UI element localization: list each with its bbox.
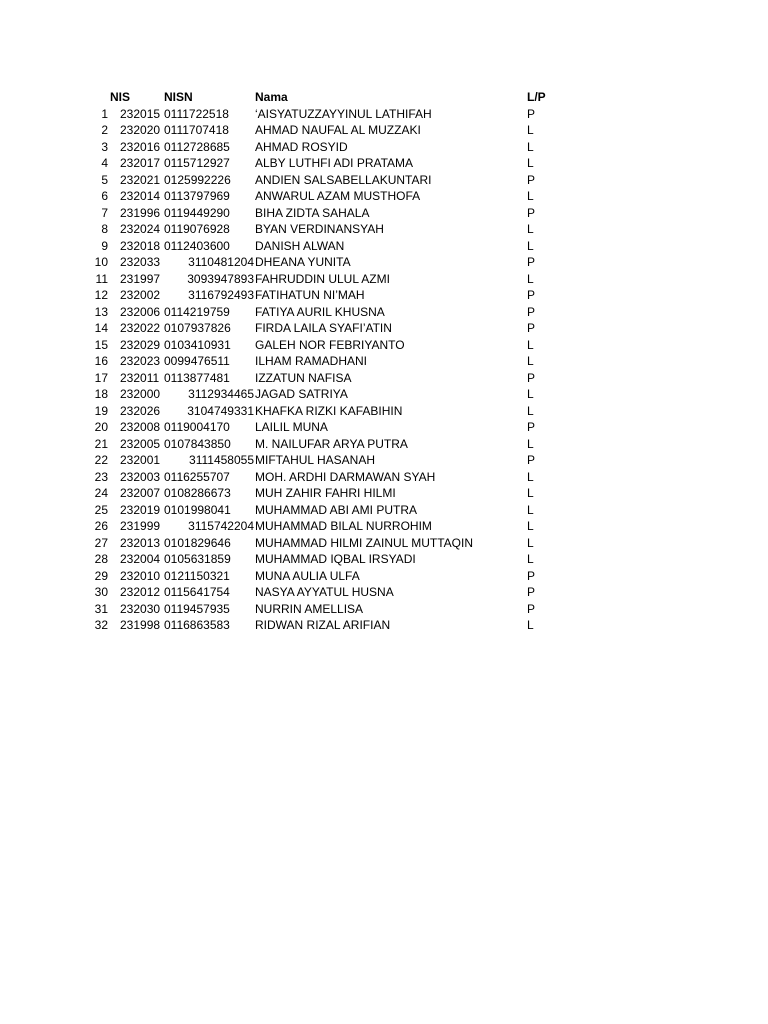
row-lp: P <box>527 321 536 335</box>
table-row <box>0 155 768 172</box>
row-nama: RIDWAN RIZAL ARIFIAN <box>255 618 391 632</box>
row-nisn: 0112728685 <box>164 139 230 154</box>
header-lp: L/P <box>527 90 546 104</box>
row-nama: ANDIEN SALSABELLAKUNTARI <box>255 172 432 187</box>
table-row <box>0 188 768 205</box>
row-nisn: 0105631859 <box>164 552 231 566</box>
row-number: 8 <box>101 222 108 236</box>
row-lp: L <box>527 519 534 533</box>
row-number: 12 <box>94 288 108 302</box>
row-nis: 232003 <box>120 469 161 484</box>
row-lp: L <box>527 271 534 286</box>
row-nisn: 0101998041 <box>164 502 231 517</box>
row-nis: 231997 <box>120 271 161 286</box>
row-lp: L <box>527 618 534 632</box>
row-nis: 232033 <box>120 255 161 269</box>
row-nama: MOH. ARDHI DARMAWAN SYAH <box>255 469 436 484</box>
row-nisn: 0113877481 <box>164 370 230 385</box>
row-number: 31 <box>94 601 108 616</box>
row-nama: AHMAD ROSYID <box>255 139 348 154</box>
row-lp: P <box>527 255 536 269</box>
table-row <box>0 287 768 304</box>
row-nama: BIHA ZIDTA SAHALA <box>255 205 370 220</box>
row-nis: 232019 <box>120 502 161 517</box>
table-row <box>0 617 768 634</box>
row-nisn: 0099476511 <box>164 354 230 368</box>
table-row <box>0 304 768 321</box>
row-nama: DANISH ALWAN <box>255 238 345 253</box>
row-number: 26 <box>94 519 108 533</box>
row-nama: ILHAM RAMADHANI <box>255 354 368 368</box>
row-number: 15 <box>94 337 108 352</box>
row-lp: L <box>527 139 534 154</box>
header-nisn: NISN <box>164 90 193 104</box>
row-nama: GALEH NOR FEBRIYANTO <box>255 337 405 352</box>
row-nama: ANWARUL AZAM MUSTHOFA <box>255 189 421 203</box>
row-lp: P <box>527 370 536 385</box>
row-lp: P <box>527 420 536 434</box>
row-lp: L <box>527 535 534 550</box>
row-number: 20 <box>94 420 108 434</box>
row-nisn: 0121150321 <box>164 568 230 583</box>
row-nisn: 0112403600 <box>164 238 230 253</box>
row-nama: NASYA AYYATUL HUSNA <box>255 585 394 599</box>
row-nisn: 3093947893 <box>187 271 254 286</box>
row-nisn: 0115641754 <box>164 585 230 599</box>
row-nama: FIRDA LAILA SYAFI’ATIN <box>255 321 392 335</box>
row-number: 18 <box>94 387 108 401</box>
row-lp: L <box>527 436 534 451</box>
table-row <box>0 122 768 139</box>
row-nis: 232020 <box>120 123 161 137</box>
header-nis: NIS <box>110 90 131 104</box>
table-row <box>0 139 768 156</box>
row-nisn: 0111707418 <box>164 123 229 137</box>
table-row <box>0 502 768 519</box>
row-nis: 232024 <box>120 222 161 236</box>
row-nisn: 3110481204 <box>188 255 254 269</box>
table-row <box>0 403 768 420</box>
row-nis: 232018 <box>120 238 161 253</box>
row-number: 25 <box>94 502 108 517</box>
row-nisn: 3112934465 <box>188 387 254 401</box>
row-nama: MUHAMMAD IQBAL IRSYADI <box>255 552 416 566</box>
row-number: 11 <box>95 271 108 286</box>
row-nis: 232030 <box>120 601 161 616</box>
row-nis: 231998 <box>120 618 161 632</box>
row-nis: 232022 <box>120 321 161 335</box>
row-nis: 232005 <box>120 436 161 451</box>
row-number: 22 <box>94 453 108 467</box>
row-nisn: 0101829646 <box>164 535 231 550</box>
table-row <box>0 106 768 123</box>
row-lp: P <box>527 585 536 599</box>
row-nis: 232023 <box>120 354 161 368</box>
table-row <box>0 535 768 552</box>
row-nama: FAHRUDDIN ULUL AZMI <box>255 271 390 286</box>
table-row <box>0 221 768 238</box>
row-nisn: 0113797969 <box>164 189 230 203</box>
row-lp: P <box>527 106 536 121</box>
row-nisn: 3104749331 <box>187 403 254 418</box>
row-number: 6 <box>101 189 108 203</box>
row-nama: ALBY LUTHFI ADI PRATAMA <box>255 156 414 170</box>
row-number: 7 <box>101 205 108 220</box>
row-nis: 232015 <box>120 106 161 121</box>
table-row <box>0 370 768 387</box>
row-nisn: 0103410931 <box>164 337 231 352</box>
row-number: 23 <box>94 469 108 484</box>
row-nis: 232013 <box>120 535 161 550</box>
row-nis: 232002 <box>120 288 161 302</box>
row-number: 30 <box>94 585 108 599</box>
table-row <box>0 419 768 436</box>
table-row <box>0 584 768 601</box>
row-nisn: 0107843850 <box>164 436 231 451</box>
table-row <box>0 271 768 288</box>
row-lp: L <box>527 222 534 236</box>
row-nisn: 3116792493 <box>188 288 254 302</box>
row-number: 4 <box>101 156 108 170</box>
row-nama: KHAFKA RIZKI KAFABIHIN <box>255 403 403 418</box>
row-nama: DHEANA YUNITA <box>255 255 351 269</box>
row-nisn: 3115742204 <box>188 519 254 533</box>
row-lp: L <box>527 502 534 517</box>
table-row <box>0 172 768 189</box>
row-lp: L <box>527 156 534 170</box>
table-row <box>0 320 768 337</box>
row-nis: 232000 <box>120 387 161 401</box>
row-nisn: 0114219759 <box>164 304 230 319</box>
row-lp: P <box>527 304 536 319</box>
row-number: 17 <box>94 370 108 385</box>
row-nama: MUNA AULIA ULFA <box>255 568 360 583</box>
row-nis: 232007 <box>120 486 161 500</box>
row-number: 21 <box>94 436 108 451</box>
row-nis: 232021 <box>120 172 161 187</box>
row-number: 14 <box>94 321 108 335</box>
row-number: 10 <box>94 255 108 269</box>
table-row <box>0 337 768 354</box>
student-rows <box>0 106 768 634</box>
table-row <box>0 386 768 403</box>
student-list-sheet <box>0 89 768 634</box>
table-row <box>0 568 768 585</box>
row-number: 5 <box>101 172 108 187</box>
row-lp: P <box>527 601 536 616</box>
row-number: 32 <box>94 618 108 632</box>
row-nama: JAGAD SATRIYA <box>255 387 348 401</box>
row-lp: L <box>527 189 534 203</box>
row-nis: 232016 <box>120 139 161 154</box>
table-row <box>0 518 768 535</box>
table-row <box>0 254 768 271</box>
row-nisn: 0119457935 <box>164 601 230 616</box>
row-nisn: 0111722518 <box>164 106 229 121</box>
table-row <box>0 469 768 486</box>
row-nama: IZZATUN NAFISA <box>255 370 352 385</box>
row-number: 29 <box>94 568 108 583</box>
row-nis: 231996 <box>120 205 161 220</box>
row-nama: FATIHATUN NI’MAH <box>255 288 365 302</box>
row-lp: L <box>527 387 534 401</box>
row-nama: MUHAMMAD ABI AMI PUTRA <box>255 502 418 517</box>
row-nama: AHMAD NAUFAL AL MUZZAKI <box>255 123 421 137</box>
row-number: 27 <box>94 535 108 550</box>
row-nama: MUHAMMAD BILAL NURROHIM <box>255 519 432 533</box>
table-row <box>0 238 768 255</box>
row-nama: LAILIL MUNA <box>255 420 328 434</box>
table-row <box>0 205 768 222</box>
row-nis: 231999 <box>120 519 161 533</box>
row-nama: M. NAILUFAR ARYA PUTRA <box>255 436 408 451</box>
row-lp: P <box>527 453 536 467</box>
row-nama: FATIYA AURIL KHUSNA <box>255 304 385 319</box>
row-number: 28 <box>94 552 108 566</box>
row-number: 2 <box>101 123 108 137</box>
row-nama: BYAN VERDINANSYAH <box>255 222 384 236</box>
row-nisn: 0107937826 <box>164 321 231 335</box>
row-nisn: 0116863583 <box>164 618 230 632</box>
row-nisn: 0125992226 <box>164 172 231 187</box>
row-nama: NURRIN AMELLISA <box>255 601 364 616</box>
table-row <box>0 436 768 453</box>
table-row <box>0 551 768 568</box>
row-nis: 232014 <box>120 189 161 203</box>
row-number: 19 <box>94 403 108 418</box>
row-nis: 232029 <box>120 337 161 352</box>
row-nama: MIFTAHUL HASANAH <box>255 453 376 467</box>
row-number: 16 <box>94 354 108 368</box>
row-nisn: 0108286673 <box>164 486 231 500</box>
row-nis: 232017 <box>120 156 161 170</box>
row-lp: P <box>527 205 536 220</box>
header-nama: Nama <box>255 90 288 104</box>
row-nisn: 0119004170 <box>164 420 230 434</box>
table-row <box>0 601 768 618</box>
row-nisn: 0116255707 <box>164 469 230 484</box>
row-nis: 232011 <box>120 370 160 385</box>
row-nisn: 3111458055 <box>189 453 254 467</box>
row-nama: MUH ZAHIR FAHRI HILMI <box>255 486 396 500</box>
table-row <box>0 485 768 502</box>
row-nis: 232004 <box>120 552 161 566</box>
row-nis: 232012 <box>120 585 161 599</box>
row-lp: L <box>527 337 534 352</box>
row-lp: L <box>527 552 534 566</box>
row-lp: P <box>527 172 536 187</box>
row-nis: 232010 <box>120 568 161 583</box>
row-nisn: 0115712927 <box>164 156 230 170</box>
row-number: 24 <box>94 486 108 500</box>
row-nisn: 0119076928 <box>164 222 230 236</box>
row-lp: L <box>527 238 534 253</box>
row-lp: P <box>527 568 536 583</box>
header-row <box>0 89 768 106</box>
row-number: 1 <box>101 106 108 121</box>
row-lp: L <box>527 403 534 418</box>
row-nis: 232006 <box>120 304 161 319</box>
row-lp: L <box>527 469 534 484</box>
row-nama: ‘AISYATUZZAYYINUL LATHIFAH <box>255 106 432 121</box>
row-nama: MUHAMMAD HILMI ZAINUL MUTTAQIN <box>255 535 473 550</box>
row-nisn: 0119449290 <box>164 205 230 220</box>
row-lp: L <box>527 486 534 500</box>
row-lp: P <box>527 288 536 302</box>
row-nis: 232001 <box>120 453 161 467</box>
row-number: 3 <box>101 139 108 154</box>
row-lp: L <box>527 123 534 137</box>
table-row <box>0 353 768 370</box>
row-number: 9 <box>101 238 108 253</box>
row-nis: 232008 <box>120 420 161 434</box>
row-nis: 232026 <box>120 403 161 418</box>
row-number: 13 <box>94 304 108 319</box>
table-row <box>0 452 768 469</box>
row-lp: L <box>527 354 534 368</box>
